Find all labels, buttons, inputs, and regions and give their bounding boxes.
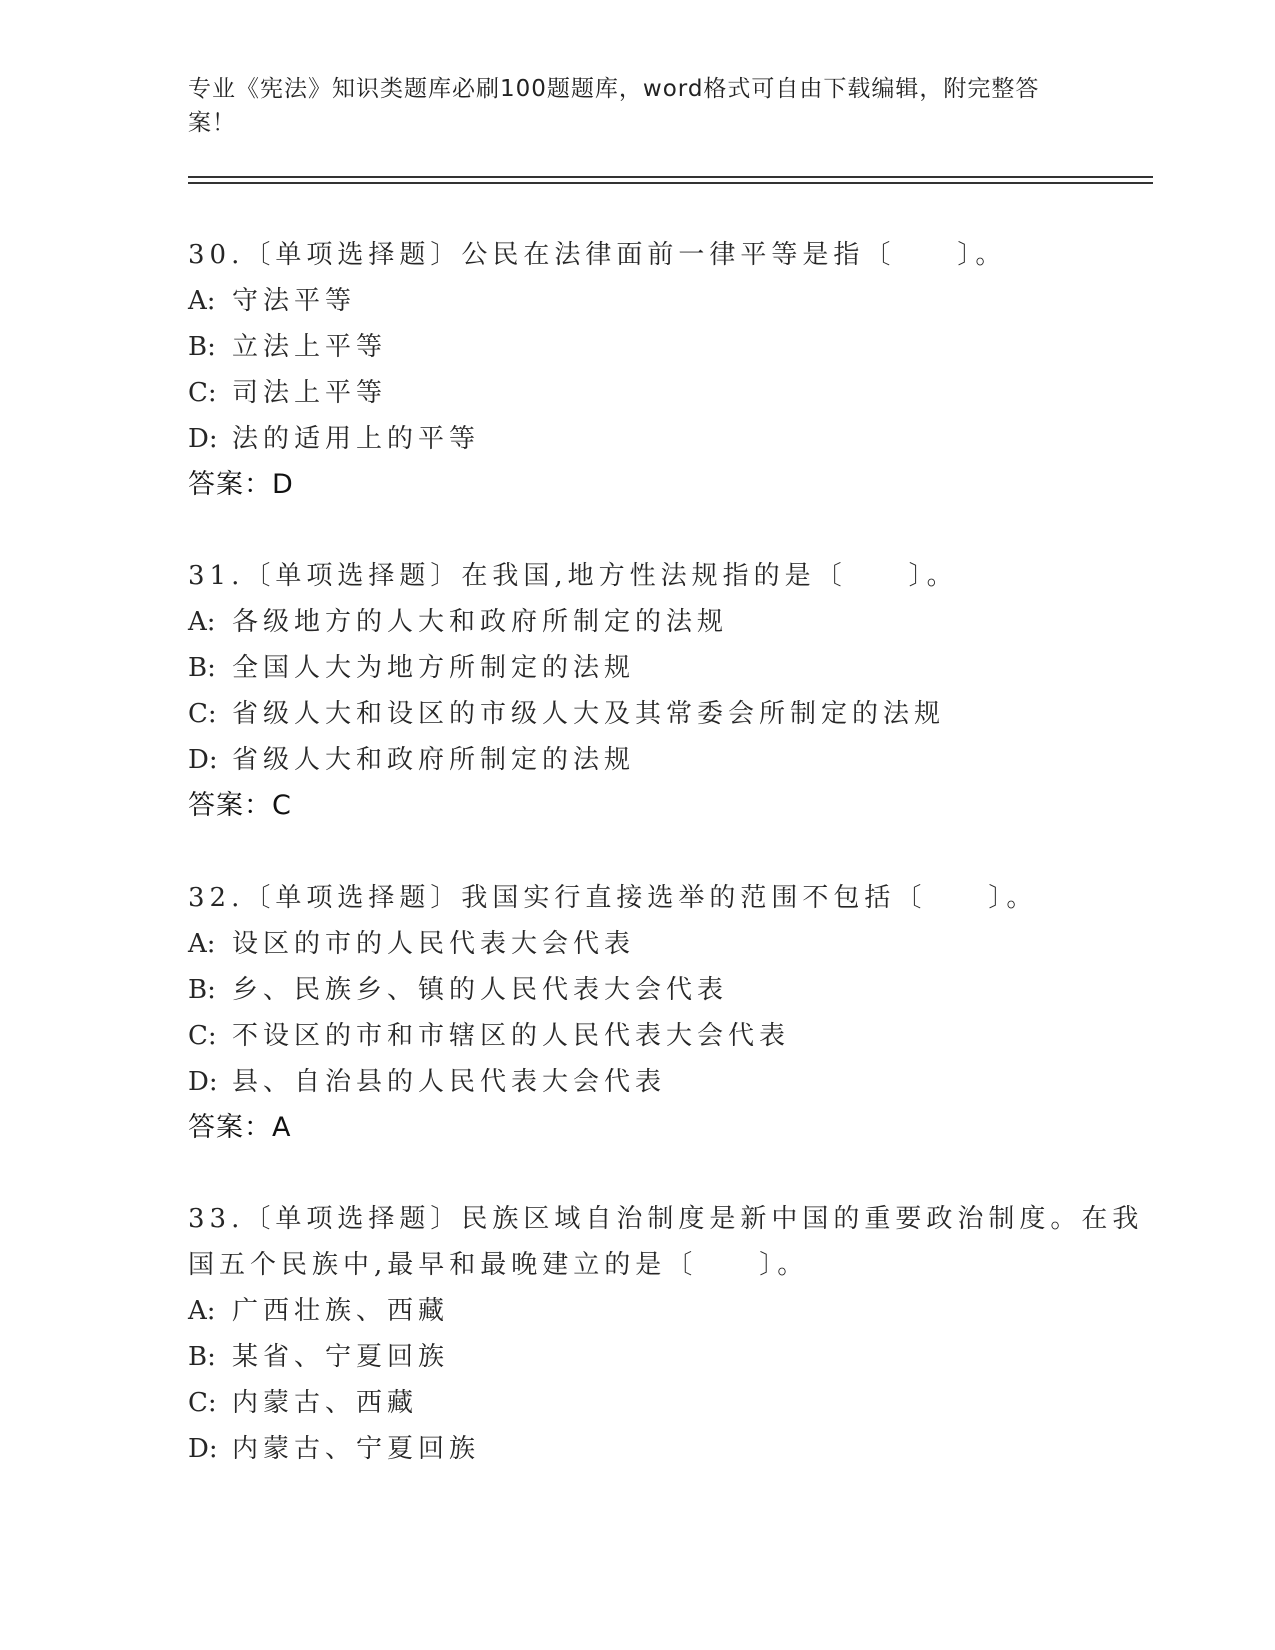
option-key: C:: [188, 1021, 217, 1051]
option-a: [188, 278, 1088, 324]
option-text: 省级人大和设区的市级人大及其常委会所制定的法规: [232, 699, 946, 729]
option-key: C:: [188, 1388, 217, 1418]
option-key: B:: [188, 332, 216, 362]
option-text: 某省、宁夏回族: [232, 1342, 450, 1372]
option-text: 立法上平等: [232, 332, 388, 362]
option-key: D:: [188, 1067, 218, 1097]
option-key: C:: [188, 699, 217, 729]
question-stem: 32.〔单项选择题〕我国实行直接选举的范围不包括〔 〕。: [188, 883, 1038, 913]
option-a: [188, 921, 1088, 967]
answer-line: 答案：A: [188, 1112, 292, 1143]
header-line-1: 专业《宪法》知识类题库必刷100题题库，word格式可自由下载编辑，附完整答: [188, 76, 1040, 102]
option-text: 法的适用上的平等: [232, 424, 481, 454]
option-key: B:: [188, 1342, 216, 1372]
option-text: 乡、民族乡、镇的人民代表大会代表: [232, 975, 729, 1005]
option-text: 各级地方的人大和政府所制定的法规: [232, 607, 729, 637]
question-stem-line-2: 国五个民族中,最早和最晚建立的是〔 〕。: [188, 1250, 809, 1280]
option-text: 广西壮族、西藏: [232, 1296, 450, 1326]
option-key: D:: [188, 745, 218, 775]
option-text: 全国人大为地方所制定的法规: [232, 653, 636, 683]
header-rule-bottom: [188, 182, 1153, 184]
option-a: [188, 1288, 1088, 1334]
option-d: [188, 1059, 1088, 1105]
option-text: 内蒙古、宁夏回族: [232, 1434, 481, 1464]
option-b: [188, 1334, 1088, 1380]
option-c: [188, 1380, 1088, 1426]
question-33: [188, 1196, 1144, 1472]
answer-line: 答案：C: [188, 790, 292, 821]
option-key: A:: [188, 607, 216, 637]
header-rule-top: [188, 176, 1153, 178]
document-header: [188, 72, 1068, 140]
option-key: C:: [188, 378, 217, 408]
option-text: 守法平等: [232, 286, 357, 316]
option-text: 省级人大和政府所制定的法规: [232, 745, 636, 775]
question-31: [188, 553, 1088, 829]
question-stem: 31.〔单项选择题〕在我国,地方性法规指的是〔 〕。: [188, 561, 958, 591]
header-line-2: 案！: [188, 110, 236, 136]
option-d: [188, 1426, 1088, 1472]
option-key: D:: [188, 1434, 218, 1464]
answer-line: 答案：D: [188, 469, 294, 500]
question-30: [188, 232, 1088, 508]
option-key: A:: [188, 929, 216, 959]
option-c: [188, 1013, 1088, 1059]
option-key: A:: [188, 1296, 216, 1326]
option-b: [188, 324, 1088, 370]
question-32: [188, 875, 1088, 1151]
option-text: 县、自治县的人民代表大会代表: [232, 1067, 667, 1097]
option-key: D:: [188, 424, 218, 454]
option-b: [188, 967, 1088, 1013]
option-text: 内蒙古、西藏: [232, 1388, 419, 1418]
question-stem-line-1: 33.〔单项选择题〕民族区域自治制度是新中国的重要政治制度。在我: [188, 1204, 1144, 1234]
option-key: B:: [188, 653, 216, 683]
option-c: [188, 370, 1088, 416]
option-c: [188, 691, 1088, 737]
option-key: B:: [188, 975, 216, 1005]
option-text: 不设区的市和市辖区的人民代表大会代表: [232, 1021, 791, 1051]
question-stem: 30.〔单项选择题〕公民在法律面前一律平等是指〔 〕。: [188, 240, 1007, 270]
option-b: [188, 645, 1088, 691]
option-key: A:: [188, 286, 216, 316]
option-text: 设区的市的人民代表大会代表: [232, 929, 636, 959]
option-d: [188, 416, 1088, 462]
option-text: 司法上平等: [232, 378, 388, 408]
option-a: [188, 599, 1088, 645]
option-d: [188, 737, 1088, 783]
